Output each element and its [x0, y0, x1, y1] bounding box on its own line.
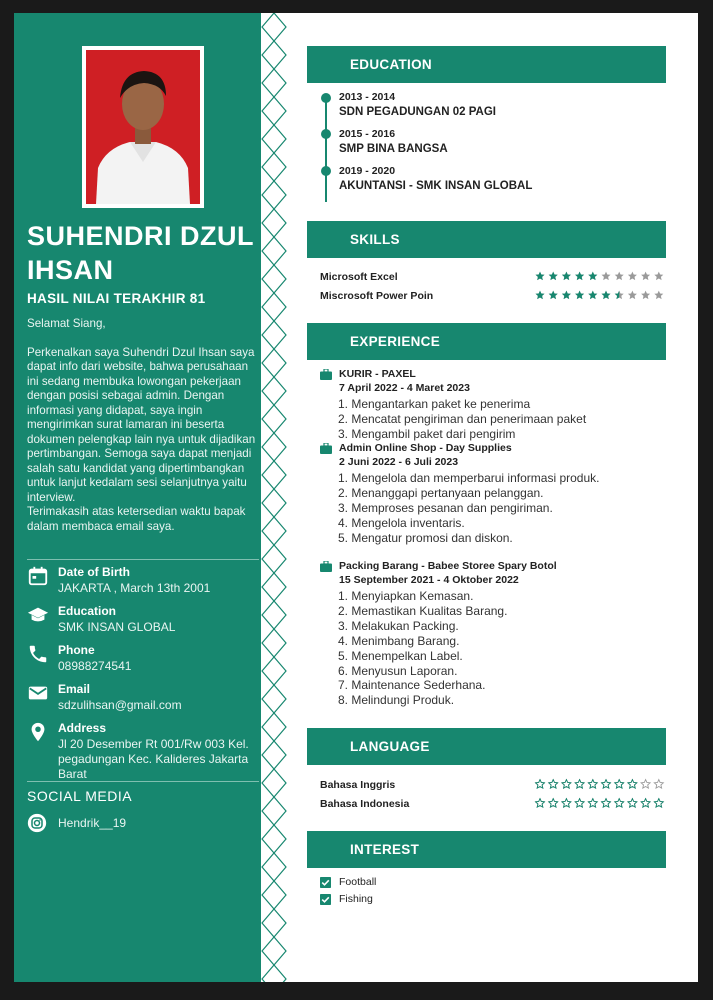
star-rating [534, 797, 666, 811]
star-filled-icon [602, 780, 611, 789]
interest-label: Fishing [339, 893, 373, 905]
language-header: LANGUAGE [307, 728, 666, 765]
experience-task: 4. Menimbang Barang. [338, 633, 460, 648]
experience-task: 2. Menanggapi pertanyaan pelanggan. [338, 485, 544, 500]
experience-dates: 2 Juni 2022 - 6 Juli 2023 [339, 456, 459, 468]
phone-icon [27, 643, 49, 665]
skill-name: Miscrosoft Power Poin [320, 290, 434, 302]
divider [27, 559, 259, 560]
experience-item [320, 368, 666, 442]
email-value: sdzulihsan@gmail.com [58, 698, 182, 712]
star-filled-icon [549, 272, 558, 281]
experience-dates: 15 September 2021 - 4 Oktober 2022 [339, 574, 519, 586]
timeline-dot [321, 129, 331, 139]
checkbox-checked-icon [320, 877, 331, 888]
experience-task: 1. Menyiapkan Kemasan. [338, 589, 474, 603]
star-filled-icon [536, 780, 545, 789]
profile-photo [86, 50, 200, 204]
education-timeline [325, 95, 327, 202]
star-empty-icon [628, 272, 637, 281]
star-filled-icon [615, 780, 624, 789]
timeline-dot [321, 93, 331, 103]
experience-title: KURIR - PAXEL [339, 368, 416, 380]
email-label: Email [58, 682, 91, 696]
experience-task: 1. Mengelola dan memperbarui informasi produk. [338, 471, 600, 485]
interest-header: INTEREST [307, 831, 666, 868]
star-filled-icon [588, 799, 597, 808]
star-rating [534, 289, 666, 303]
education-years: 2013 - 2014 [339, 91, 396, 103]
skills-header: SKILLS [307, 221, 666, 258]
briefcase-icon [320, 561, 332, 572]
education-item [339, 91, 496, 118]
candidate-name: SUHENDRI DZUL IHSAN [27, 221, 254, 285]
language-row [320, 797, 666, 813]
social-media-title: SOCIAL MEDIA [27, 788, 133, 804]
skill-row [320, 289, 666, 305]
divider [27, 781, 259, 782]
calendar-icon [27, 565, 49, 587]
experience-title: Packing Barang - Babee Storee Spary Botol [339, 560, 557, 572]
experience-item [320, 560, 666, 708]
star-rating [534, 778, 666, 792]
experience-task: 1. Mengantarkan paket ke penerima [338, 397, 531, 411]
star-filled-icon [549, 291, 558, 300]
star-filled-icon [602, 799, 611, 808]
star-empty-icon [615, 272, 624, 281]
star-empty-icon [641, 780, 650, 789]
greeting: Selamat Siang, [27, 317, 106, 330]
star-filled-icon [575, 799, 584, 808]
education-school: AKUNTANSI - SMK INSAN GLOBAL [339, 180, 533, 192]
star-empty-icon [641, 291, 650, 300]
star-rating [534, 270, 666, 284]
experience-task: 2. Mencatat pengiriman dan penerimaan paket [338, 411, 587, 426]
education-school: SMP BINA BANGSA [339, 143, 448, 155]
experience-task: 3. Memproses pesanan dan pengiriman. [338, 500, 553, 515]
education-item [339, 165, 532, 192]
star-filled-icon [575, 291, 584, 300]
star-filled-icon [562, 799, 571, 808]
experience-task: 5. Menempelkan Label. [338, 648, 463, 663]
profile-photo-frame [82, 46, 204, 208]
star-filled-icon [615, 291, 624, 300]
education-item [339, 128, 448, 155]
experience-task: 7. Maintenance Sederhana. [338, 678, 486, 693]
star-filled-icon [588, 291, 597, 300]
cover-letter [27, 317, 261, 534]
language-name: Bahasa Inggris [320, 779, 396, 791]
experience-task: 4. Mengelola inventaris. [338, 515, 465, 530]
social-handle: Hendrik__19 [58, 816, 127, 830]
star-filled-icon [654, 799, 663, 808]
experience-task: 3. Melakukan Packing. [338, 618, 459, 633]
skill-name: Microsoft Excel [320, 271, 398, 283]
star-filled-icon [549, 799, 558, 808]
star-filled-icon [641, 799, 650, 808]
sidebar [14, 13, 261, 982]
star-empty-icon [654, 291, 663, 300]
star-filled-icon [562, 291, 571, 300]
education-years: 2015 - 2016 [339, 128, 396, 140]
graduation-cap-icon [27, 604, 49, 626]
star-filled-icon [588, 272, 597, 281]
star-filled-icon [628, 799, 637, 808]
star-empty-icon [628, 291, 637, 300]
star-filled-icon [562, 272, 571, 281]
experience-item [320, 442, 666, 546]
skill-row [320, 270, 666, 286]
star-filled-icon [536, 272, 545, 281]
language-row [320, 778, 666, 794]
instagram-icon [27, 813, 47, 833]
experience-task: 6. Menyusun Laporan. [338, 663, 458, 678]
letter-closing: Terimakasih atas ketersedian waktu bapak dalam membaca email saya. [27, 505, 246, 533]
resume-page [14, 13, 698, 982]
address-value: Jl 20 Desember Rt 001/Rw 003 Kel. pegadungan Kec. Kalideres Jakarta Barat [58, 737, 249, 781]
candidate-subtitle: HASIL NILAI TERAKHIR 81 [27, 291, 206, 306]
timeline-dot [321, 166, 331, 176]
star-filled-icon [602, 291, 611, 300]
star-filled-icon [615, 799, 624, 808]
star-empty-icon [602, 272, 611, 281]
briefcase-icon [320, 369, 332, 380]
star-filled-icon [562, 780, 571, 789]
experience-title: Admin Online Shop - Day Supplies [339, 442, 512, 454]
checkbox-checked-icon [320, 894, 331, 905]
star-filled-icon [575, 780, 584, 789]
phone-label: Phone [58, 643, 95, 657]
interest-label: Football [339, 876, 377, 888]
dob-label: Date of Birth [58, 565, 130, 579]
star-empty-icon [654, 780, 663, 789]
experience-task: 3. Mengambil paket dari pengirim [338, 426, 516, 441]
education-header: EDUCATION [307, 46, 666, 83]
star-filled-icon [536, 799, 545, 808]
star-filled-icon [628, 780, 637, 789]
education-label: Education [58, 604, 117, 618]
education-value: SMK INSAN GLOBAL [58, 620, 176, 634]
experience-task: 8. Melindungi Produk. [338, 693, 455, 708]
dob-value: JAKARTA , March 13th 2001 [58, 581, 211, 595]
experience-task: 2. Memastikan Kualitas Barang. [338, 603, 508, 618]
star-filled-icon [575, 272, 584, 281]
star-filled-icon [536, 291, 545, 300]
education-school: SDN PEGADUNGAN 02 PAGI [339, 106, 496, 118]
experience-header: EXPERIENCE [307, 323, 666, 360]
briefcase-icon [320, 443, 332, 454]
diamond-pattern [261, 13, 287, 982]
star-empty-icon [654, 272, 663, 281]
star-filled-icon [588, 780, 597, 789]
letter-body: Perkenalkan saya Suhendri Dzul Ihsan saya dapat info dari website, bahwa perusahaan ini sedang membuka lowongan pekerjaan dengan posisi sebagai admin. Dengan informasi yang didapat, saya ingin mengirimkan surat lamaran ini beserta dokumen pelengkap lain nya untuk dijadikan pertimbangan. Semoga saya dapat menjadi salah satu kandidat yang dipertimbangkan untuk lanjut kedalam sesi selanjutnya yaitu interview. [27, 345, 256, 504]
location-pin-icon [27, 721, 49, 743]
experience-dates: 7 April 2022 - 4 Maret 2023 [339, 382, 470, 394]
language-name: Bahasa Indonesia [320, 798, 410, 810]
phone-value: 08988274541 [58, 659, 132, 673]
address-label: Address [58, 721, 107, 735]
star-filled-icon [549, 780, 558, 789]
mail-icon [27, 682, 49, 704]
education-years: 2019 - 2020 [339, 165, 396, 177]
star-empty-icon [641, 272, 650, 281]
experience-task: 5. Mengatur promosi dan diskon. [338, 530, 513, 545]
